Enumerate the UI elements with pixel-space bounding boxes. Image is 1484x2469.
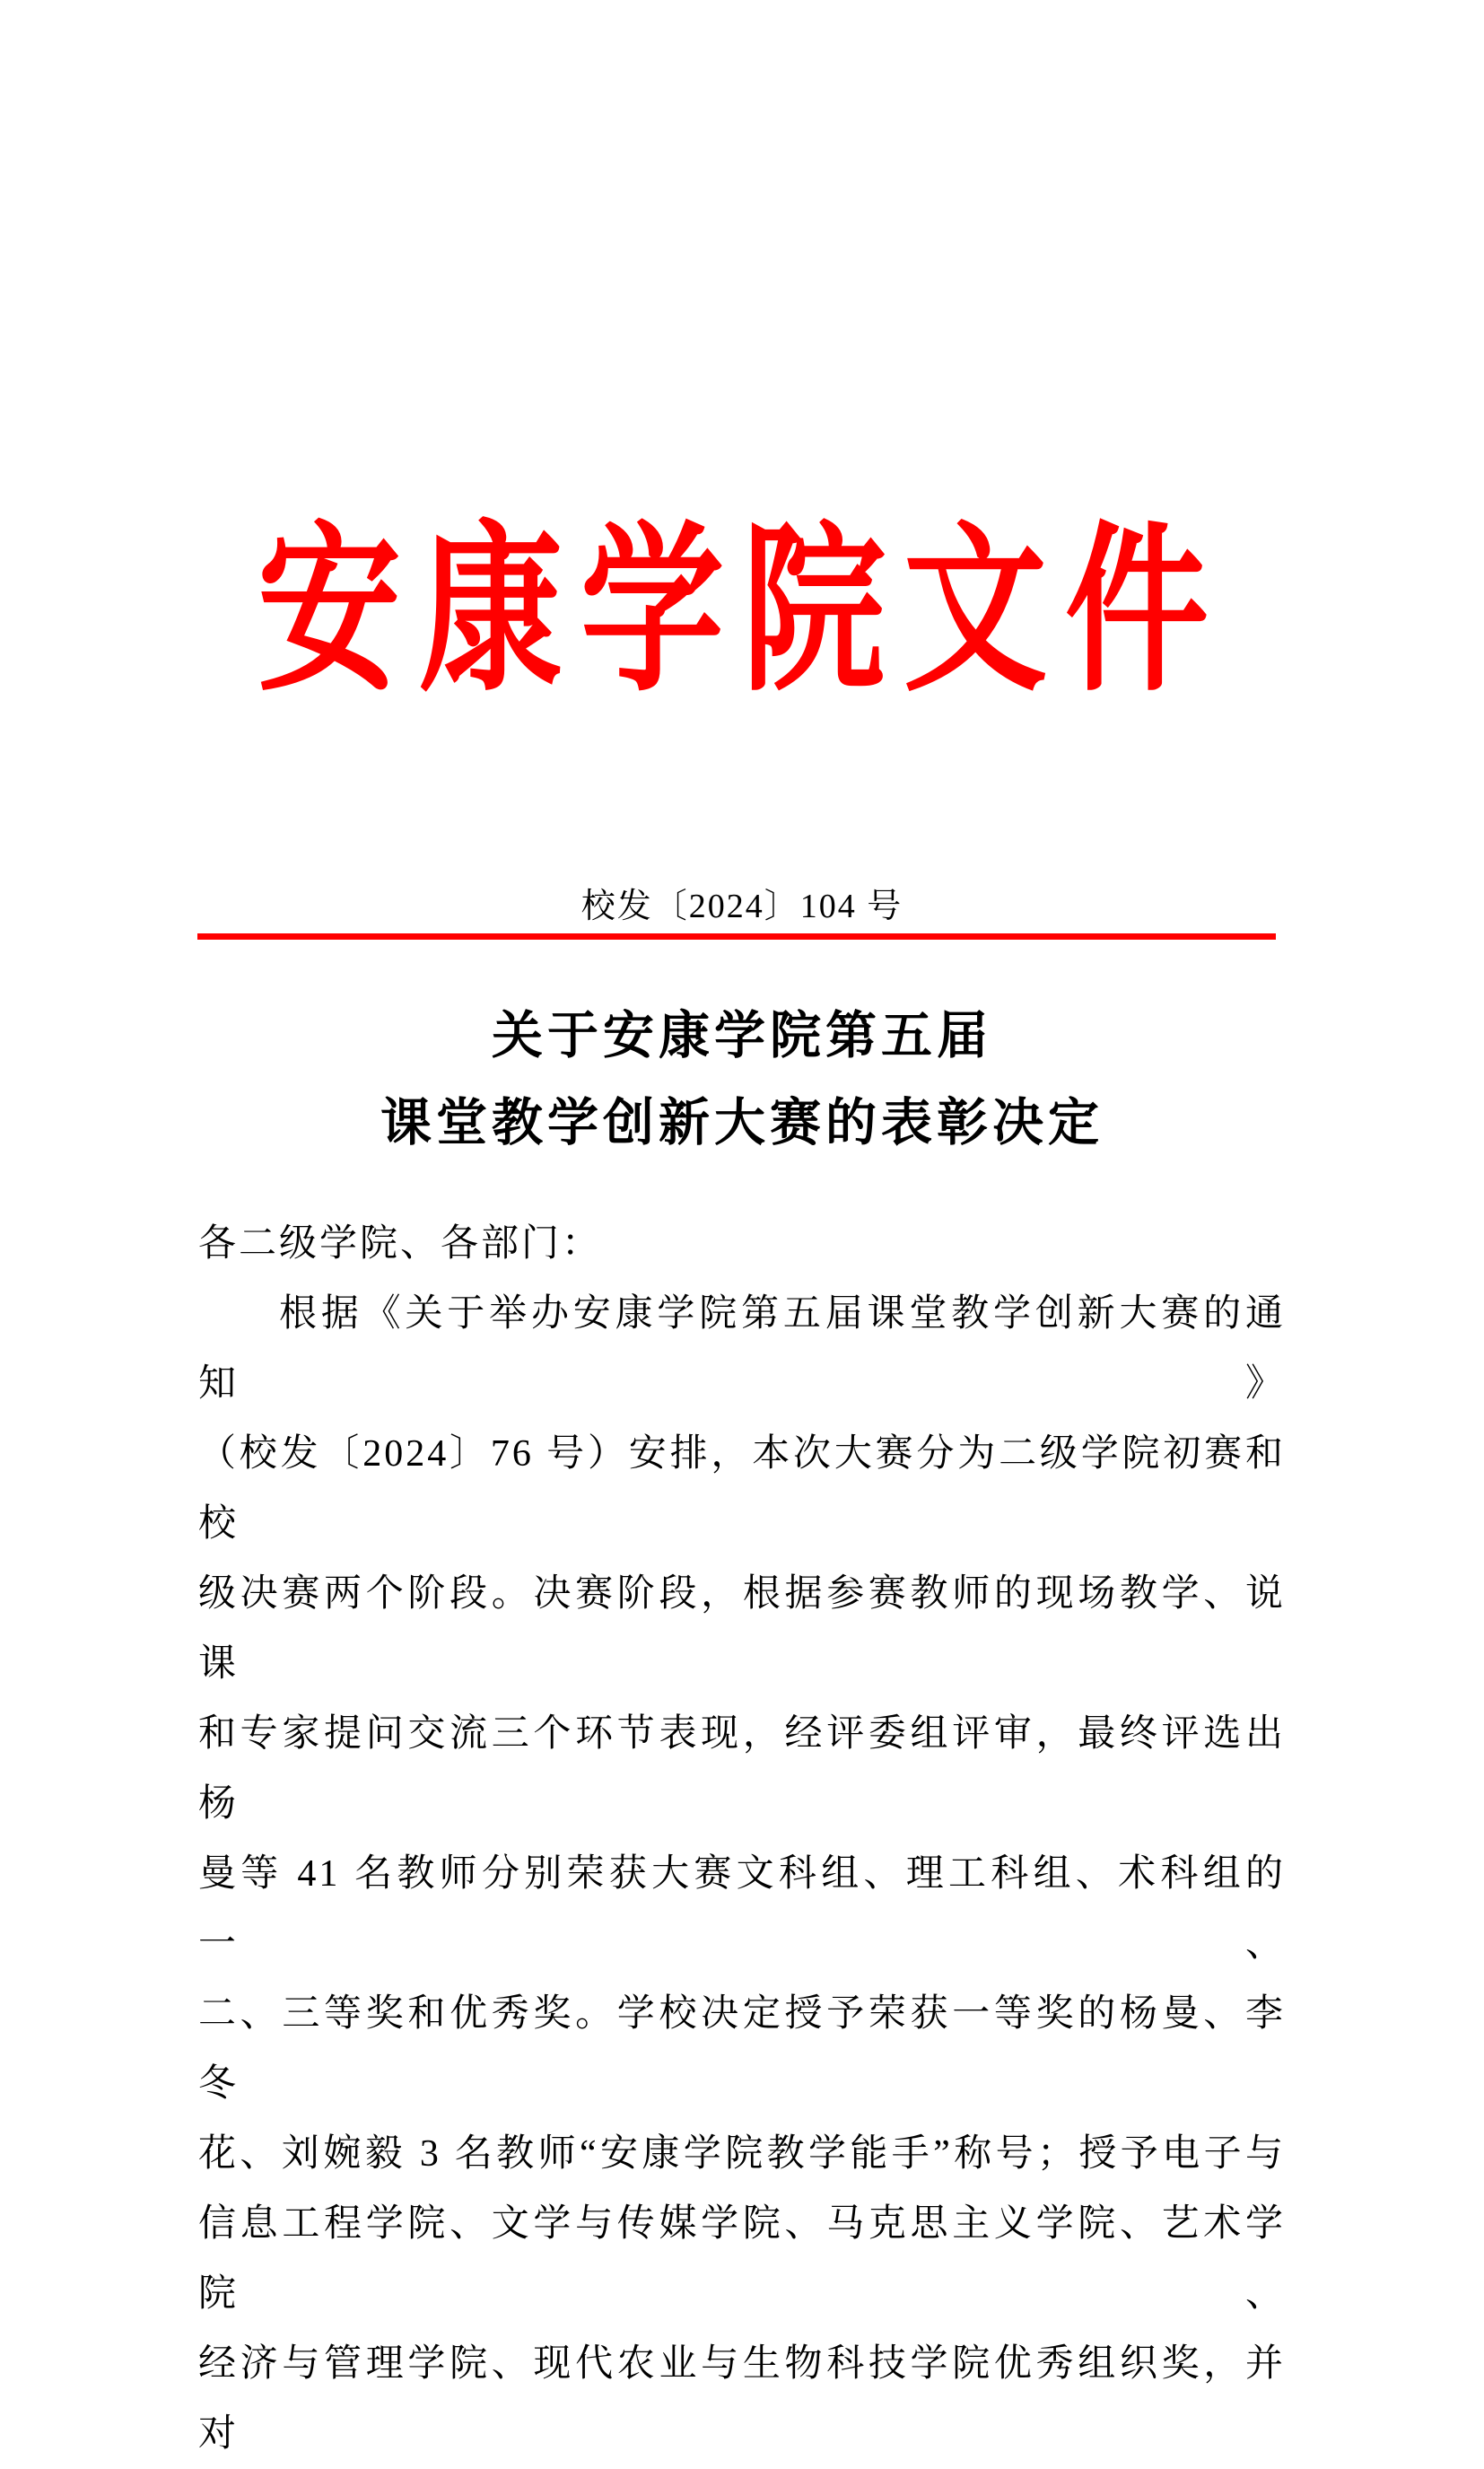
paragraph-line: 花、刘婉毅 3 名教师“安康学院教学能手”称号；授予电子与 [198,2133,1286,2175]
document-body [198,1209,1286,2469]
document-title-line2: 课堂教学创新大赛的表彰决定 [380,1095,1104,1151]
paragraph-line: （校发〔2024〕76 号）安排，本次大赛分为二级学院初赛和校 [198,1433,1286,1545]
paragraph-line: 经济与管理学院、现代农业与生物科技学院优秀组织奖，并对 [198,2343,1286,2455]
main-paragraph [198,1279,1286,2469]
paragraph-line: 信息工程学院、文学与传媒学院、马克思主义学院、艺术学院、 [198,2203,1286,2315]
red-header-org-title: 安康学院文件 [257,511,1226,714]
document-number: 校发〔2024〕104 号 [581,888,903,925]
paragraph-line: 根据《关于举办安康学院第五届课堂教学创新大赛的通知》 [198,1293,1286,1405]
red-divider-line [197,933,1276,940]
paragraph-line: 级决赛两个阶段。决赛阶段，根据参赛教师的现场教学、说课 [198,1573,1286,1685]
document-title-line1: 关于安康学院第五届 [492,1008,992,1064]
salutation: 各二级学院、各部门： [198,1223,603,1265]
document-title [0,993,1484,1167]
paragraph-line: 曼等 41 名教师分别荣获大赛文科组、理工科组、术科组的一、 [198,1853,1286,1965]
paragraph-line: 和专家提问交流三个环节表现，经评委组评审，最终评选出杨 [198,1713,1286,1825]
paragraph-line: 二、三等奖和优秀奖。学校决定授予荣获一等奖的杨曼、李冬 [198,1993,1286,2105]
